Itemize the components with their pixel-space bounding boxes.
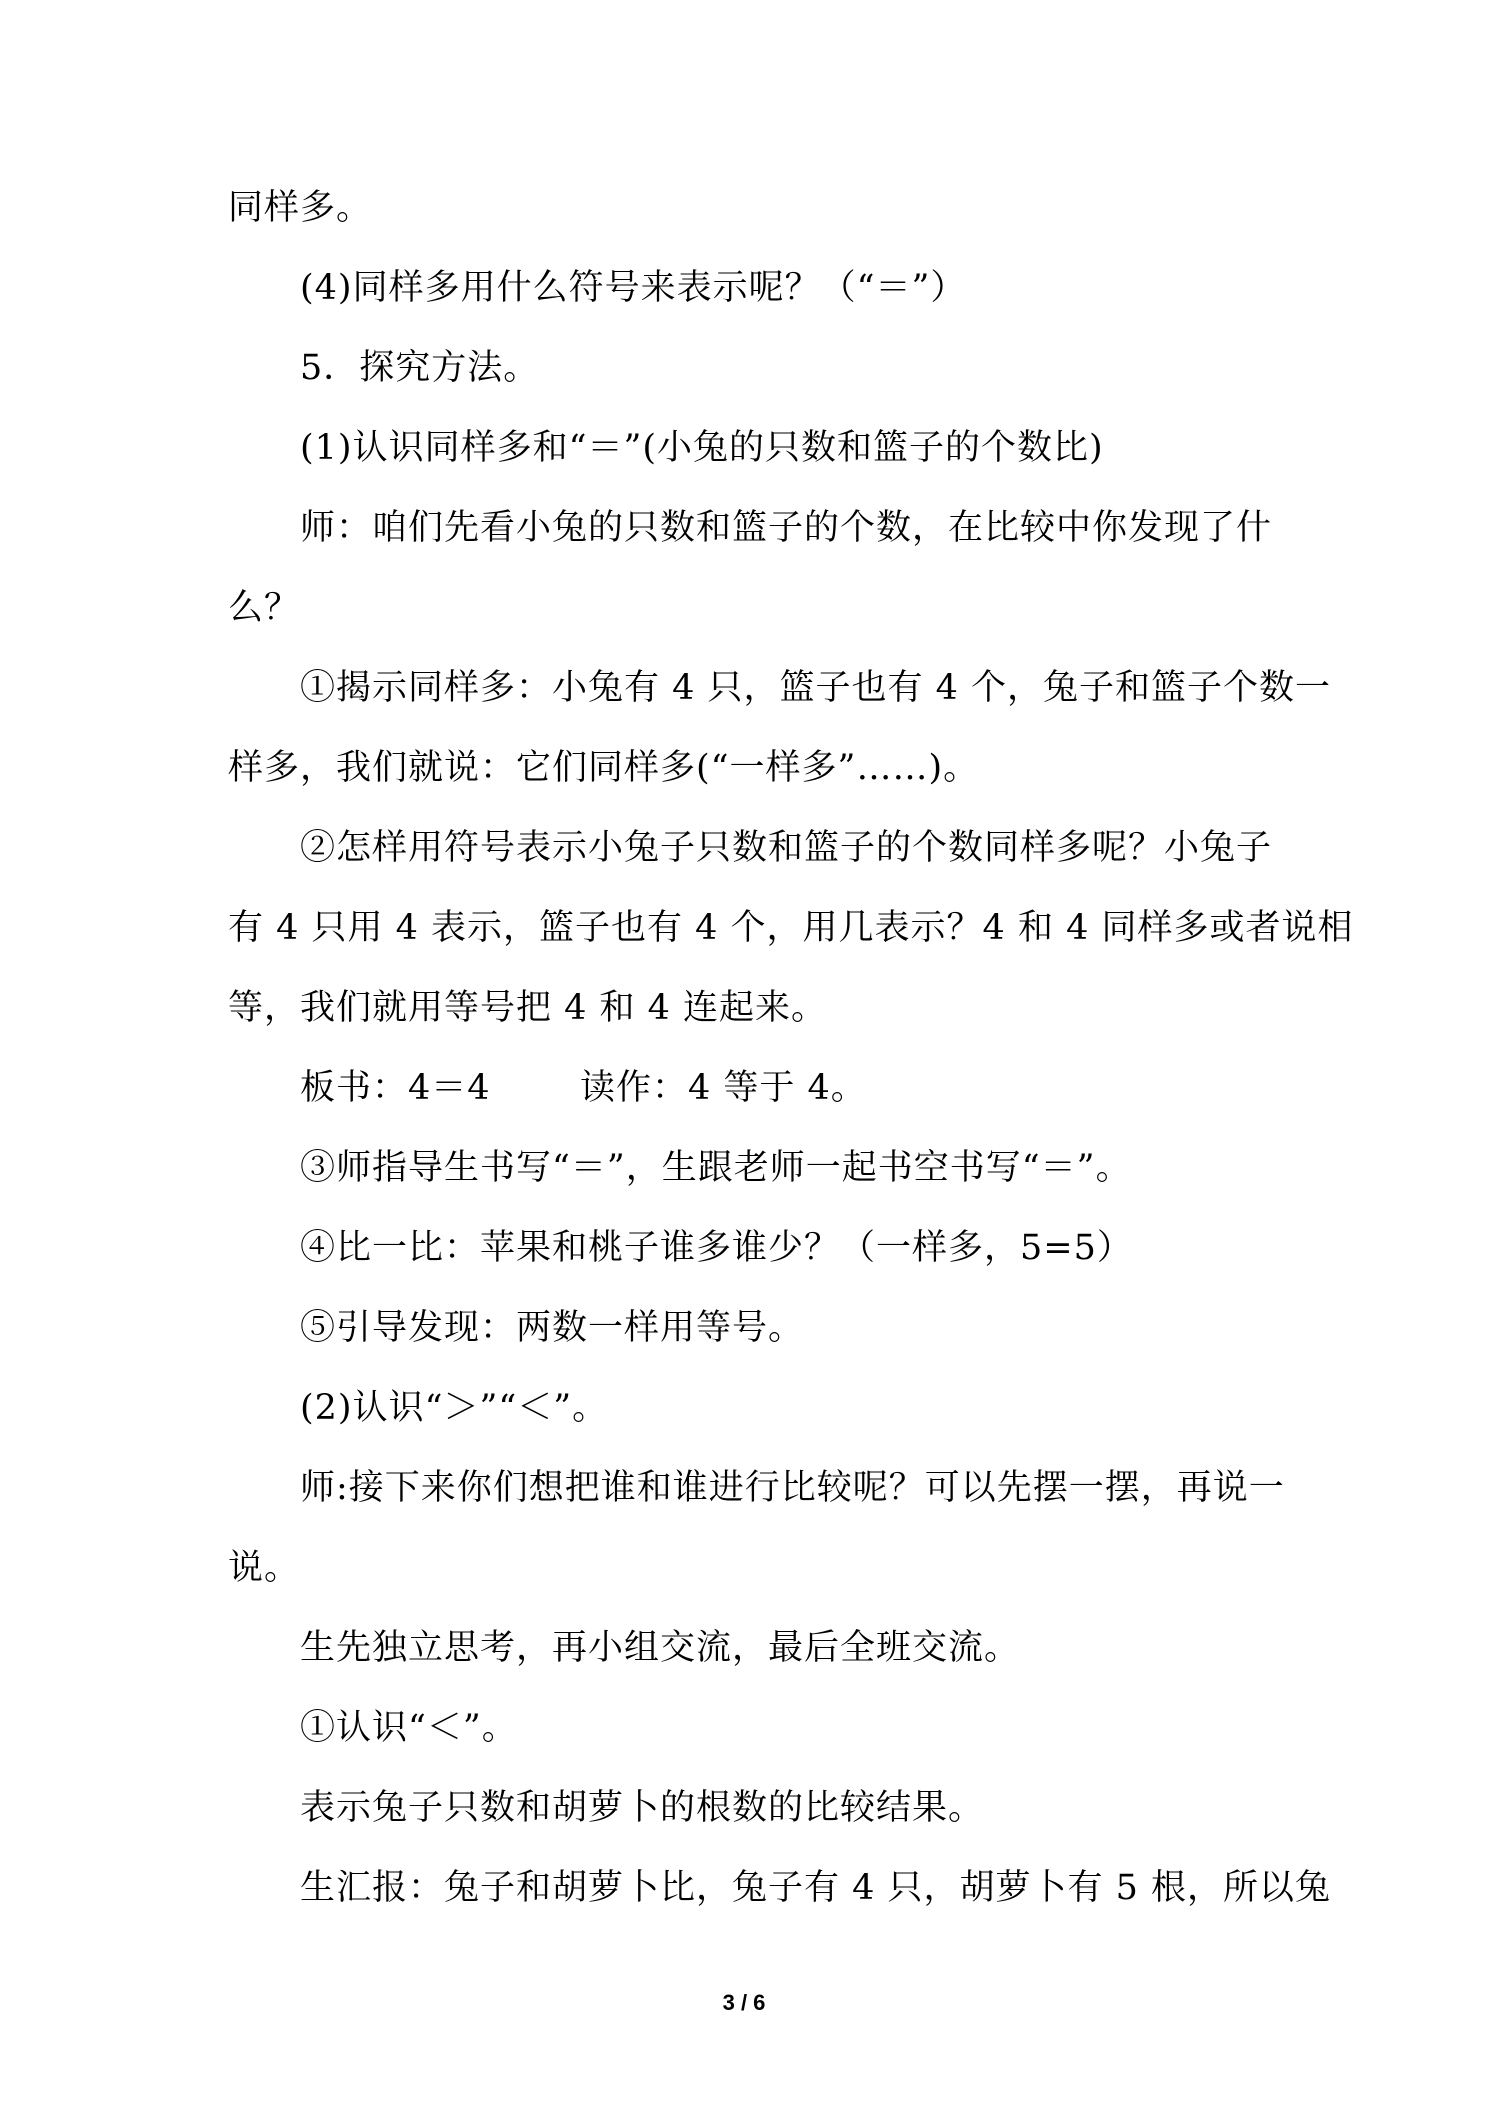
text-line: 师:接下来你们想把谁和谁进行比较呢？可以先摆一摆，再说一 — [300, 1468, 1285, 1508]
text-line: ①揭示同样多：小兔有 4 只，篮子也有 4 个，兔子和篮子个数一 — [300, 668, 1332, 708]
text-line: (4)同样多用什么符号来表示呢？（“＝”） — [300, 268, 967, 308]
text-line: ②怎样用符号表示小兔子只数和篮子的个数同样多呢？小兔子 — [300, 828, 1273, 868]
reading-text: 读作：4 等于 4。 — [580, 1068, 867, 1108]
text-line: 生先独立思考，再小组交流，最后全班交流。 — [300, 1628, 1021, 1668]
text-line: 样多，我们就说：它们同样多(“一样多”……)。 — [228, 748, 980, 788]
text-line: ⑤引导发现：两数一样用等号。 — [300, 1308, 805, 1348]
text-line: 生汇报：兔子和胡萝卜比，兔子有 4 只，胡萝卜有 5 根，所以兔 — [300, 1868, 1332, 1908]
text-line: (1)认识同样多和“＝”(小兔的只数和篮子的个数比) — [300, 428, 1104, 468]
page-number: 3 / 6 — [722, 1990, 766, 2015]
text-line: 师：咱们先看小兔的只数和篮子的个数，在比较中你发现了什 — [300, 508, 1273, 548]
text-line: 同样多。 — [228, 188, 373, 228]
text-line: ①认识“＜”。 — [300, 1708, 518, 1748]
text-line: ③师指导生书写“＝”，生跟老师一起书空书写“＝”。 — [300, 1148, 1132, 1188]
text-line: 有 4 只用 4 表示，篮子也有 4 个，用几表示？4 和 4 同样多或者说相 — [228, 908, 1354, 948]
text-line: 5．探究方法。 — [300, 348, 540, 388]
text-line: 等，我们就用等号把 4 和 4 连起来。 — [228, 988, 828, 1028]
text-line: ④比一比：苹果和桃子谁多谁少？（一样多，5=5） — [300, 1228, 1133, 1268]
text-line: (2)认识“＞”“＜”。 — [300, 1388, 609, 1428]
text-line: 么？ — [228, 588, 301, 628]
text-line: 说。 — [228, 1548, 301, 1588]
text-line: 表示兔子只数和胡萝卜的根数的比较结果。 — [300, 1788, 985, 1828]
blackboard-text: 板书：4＝4 — [300, 1068, 491, 1108]
